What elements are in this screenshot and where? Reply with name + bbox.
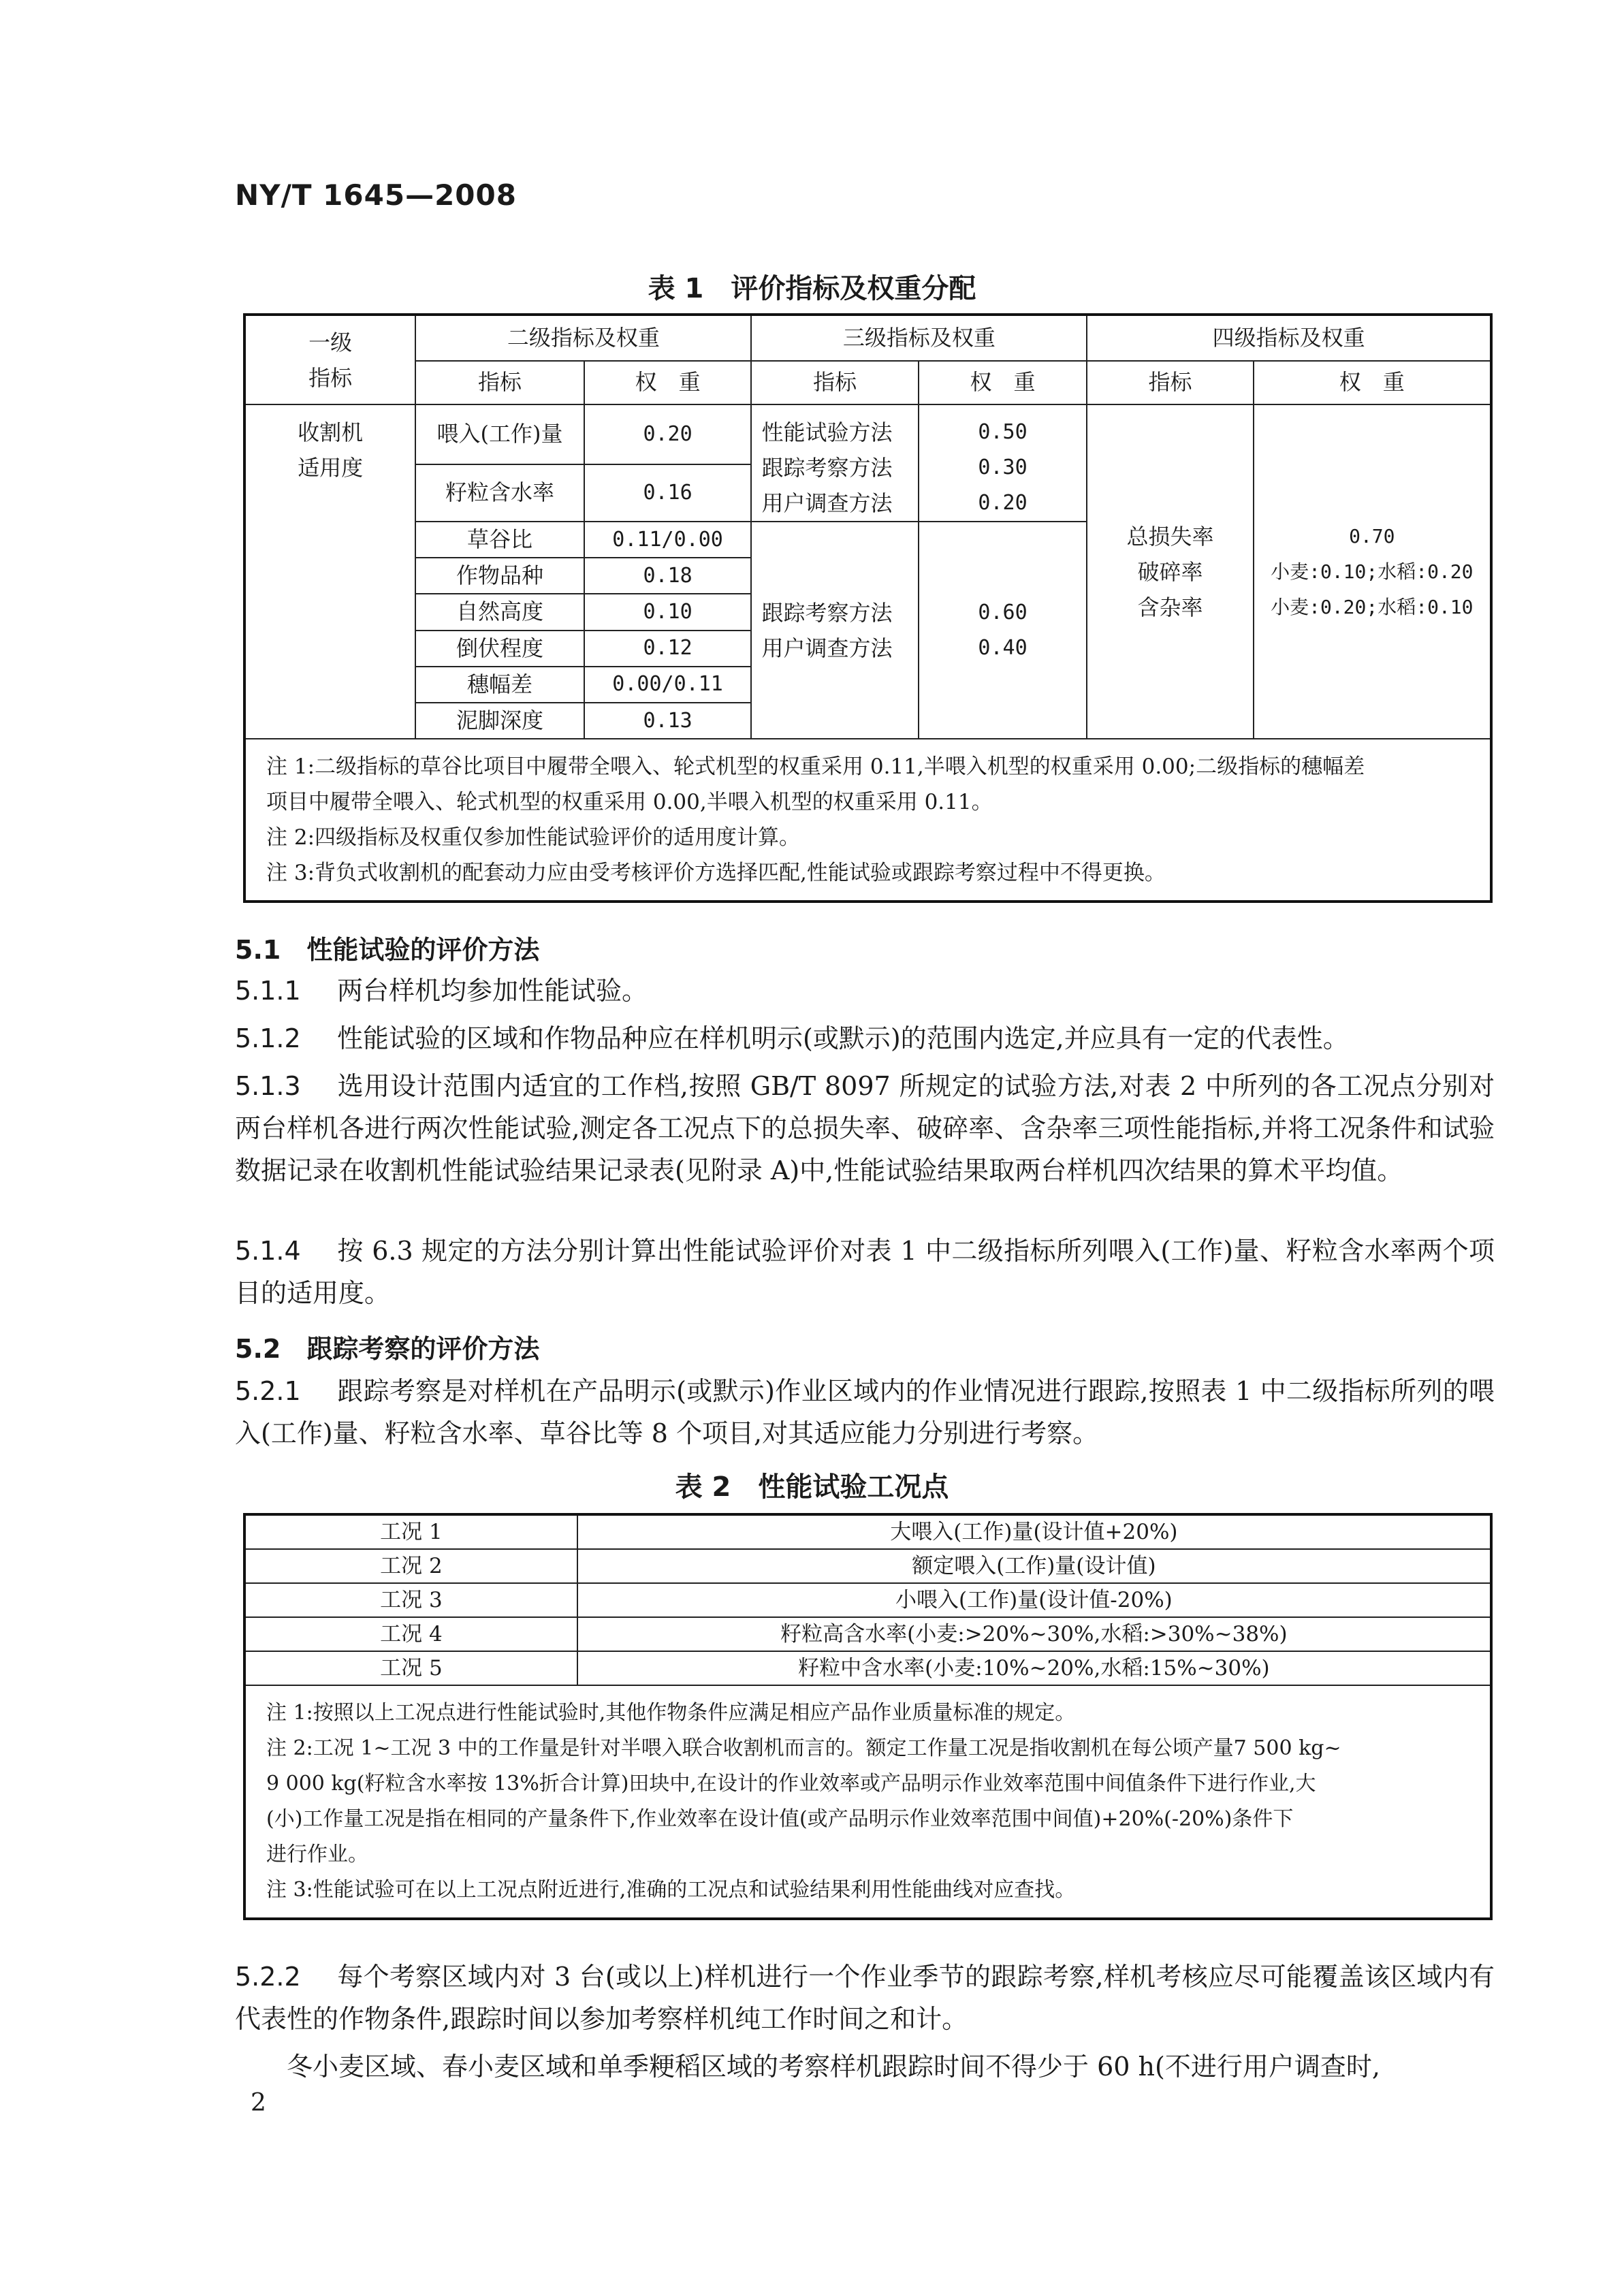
note-line: 注 3:背负式收割机的配套动力应由受考核评价方选择匹配,性能试验或跟踪考察过程中不得更换。 <box>266 861 1166 886</box>
table2-row <box>244 1549 1491 1583</box>
table2-row <box>244 1651 1491 1685</box>
l2-weight: 0.20 <box>584 404 752 464</box>
l3-weight: 0.20 <box>978 491 1028 515</box>
condition-label: 工况 2 <box>244 1549 577 1583</box>
note-line: 注 2:工况 1~工况 3 中的工作量是针对半喂入联合收割机而言的。额定工作量工况是指收割机在每公顷产量7 500 kg~ <box>266 1736 1341 1760</box>
clause-number: 5.2.2 <box>235 1962 301 1992</box>
header-level4: 四级指标及权重 <box>1087 315 1491 361</box>
header-level2: 二级指标及权重 <box>415 315 751 361</box>
l3-weight: 0.30 <box>978 456 1028 479</box>
note-line: (小)工作量工况是指在相同的产量条件下,作业效率在设计值(或产品明示作业效率范围中间值)+20%(-20%)条件下 <box>266 1807 1294 1831</box>
section-5-2-title: 5.2 跟踪考察的评价方法 <box>235 1334 540 1364</box>
clause-number: 5.2.1 <box>235 1376 301 1406</box>
clause-text: 选用设计范围内适宜的工作档,按照 GB/T 8097 所规定的试验方法,对表 2 中所列的各工况点分别对两台样机各进行两次性能试验,测定各工况点下的总损失率、破碎率、含杂率三项性能指标,并将工况条件和试验数据记录在收割机性能试验结果记录表(见附录 A)中,性能试验结果取两台样机四次结果的算术平均值。 <box>235 1071 1495 1185</box>
l3-group1-names <box>751 404 918 522</box>
clause-number: 5.1.1 <box>235 976 301 1006</box>
clause-text: 每个考察区域内对 3 台(或以上)样机进行一个作业季节的跟踪考察,样机考核应尽可能覆盖该区域内有代表性的作物条件,跟踪时间以参加考察样机纯工作时间之和计。 <box>235 1962 1495 2034</box>
l3-weight: 0.40 <box>978 635 1028 660</box>
l4-weight: 0.70 <box>1349 524 1395 547</box>
header-l2-indicator: 指标 <box>415 361 584 404</box>
header-l3-weight: 权 重 <box>919 361 1087 404</box>
clause-text: 按 6.3 规定的方法分别计算出性能试验评价对表 1 中二级指标所列喂入(工作)量、籽粒含水率两个项目的适用度。 <box>235 1236 1495 1308</box>
l2-name: 草谷比 <box>415 522 584 558</box>
l4-name: 含杂率 <box>1137 594 1203 620</box>
clause-text: 两台样机均参加性能试验。 <box>337 976 648 1006</box>
l2-name: 作物品种 <box>415 558 584 594</box>
l3-group2-weights <box>919 522 1087 739</box>
l3-weight: 0.50 <box>978 420 1028 444</box>
l2-name: 泥脚深度 <box>415 703 584 739</box>
clause-5-2-1 <box>235 1370 1495 1454</box>
clause-5-1-1 <box>235 970 1495 1012</box>
table2-row <box>244 1583 1491 1617</box>
clause-5-2-2 <box>235 1956 1495 2040</box>
table2-notes <box>244 1685 1491 1919</box>
l2-name: 穗幅差 <box>415 667 584 703</box>
note-line: 注 3:性能试验可在以上工况点附近进行,准确的工况点和试验结果利用性能曲线对应查找。 <box>266 1878 1076 1902</box>
table1-caption: 表 1 评价指标及权重分配 <box>648 273 976 304</box>
l3-name: 性能试验方法 <box>761 419 893 445</box>
condition-value: 额定喂入(工作)量(设计值) <box>577 1549 1491 1583</box>
l2-weight: 0.12 <box>584 631 752 667</box>
clause-5-1-3 <box>235 1065 1495 1192</box>
l2-weight: 0.10 <box>584 594 752 630</box>
note-line: 项目中履带全喂入、轮式机型的权重采用 0.00,半喂入机型的权重采用 0.11。 <box>266 790 993 815</box>
header-level3: 三级指标及权重 <box>751 315 1087 361</box>
l2-weight: 0.11/0.00 <box>584 522 752 558</box>
table2-row <box>244 1514 1491 1549</box>
table1 <box>243 313 1493 903</box>
note-line: 注 1:按照以上工况点进行性能试验时,其他作物条件应满足相应产品作业质量标准的规定。 <box>266 1701 1076 1725</box>
l2-weight: 0.16 <box>584 464 752 522</box>
note-line: 注 2:四级指标及权重仅参加性能试验评价的适用度计算。 <box>266 825 801 850</box>
paragraph-continuation: 冬小麦区域、春小麦区域和单季粳稻区域的考察样机跟踪时间不得少于 60 h(不进行用户调查时, <box>287 2052 1380 2082</box>
header-l4-weight: 权 重 <box>1254 361 1491 404</box>
condition-value: 小喂入(工作)量(设计值-20%) <box>577 1583 1491 1617</box>
condition-value: 籽粒中含水率(小麦:10%~20%,水稻:15%~30%) <box>577 1651 1491 1685</box>
page-number: 2 <box>251 2089 266 2117</box>
table2-caption: 表 2 性能试验工况点 <box>675 1471 949 1503</box>
l4-names <box>1087 404 1253 739</box>
header-level1: 一级 指标 <box>244 315 415 404</box>
l4-weights <box>1254 404 1491 739</box>
section-5-1-title: 5.1 性能试验的评价方法 <box>235 935 540 965</box>
header-l3-indicator: 指标 <box>751 361 918 404</box>
clause-number: 5.1.3 <box>235 1071 301 1101</box>
l4-name: 总损失率 <box>1126 523 1214 549</box>
l3-name: 用户调查方法 <box>761 490 893 516</box>
l2-weight: 0.00/0.11 <box>584 667 752 703</box>
table1-notes <box>244 739 1491 902</box>
l2-weight: 0.18 <box>584 558 752 594</box>
table2 <box>243 1513 1493 1920</box>
table2-row <box>244 1617 1491 1651</box>
l2-name: 喂入(工作)量 <box>415 404 584 464</box>
l4-name: 破碎率 <box>1137 558 1203 585</box>
l3-group2-names <box>751 522 918 739</box>
l2-weight: 0.13 <box>584 703 752 739</box>
level1-indicator: 收割机 适用度 <box>244 404 415 739</box>
note-line: 进行作业。 <box>266 1843 368 1866</box>
clause-number: 5.1.2 <box>235 1023 301 1053</box>
l4-weight: 小麦:0.20;水稻:0.10 <box>1271 595 1474 618</box>
clause-text: 跟踪考察是对样机在产品明示(或默示)作业区域内的作业情况进行跟踪,按照表 1 中二级指标所列的喂入(工作)量、籽粒含水率、草谷比等 8 个项目,对其适应能力分别进行考察。 <box>235 1376 1495 1448</box>
l2-name: 倒伏程度 <box>415 631 584 667</box>
clause-5-1-2 <box>235 1017 1495 1060</box>
header-l4-indicator: 指标 <box>1087 361 1253 404</box>
condition-label: 工况 5 <box>244 1651 577 1685</box>
condition-value: 籽粒高含水率(小麦:>20%~30%,水稻:>30%~38%) <box>577 1617 1491 1651</box>
condition-label: 工况 4 <box>244 1617 577 1651</box>
l3-name: 跟踪考察方法 <box>761 455 893 481</box>
l3-weight: 0.60 <box>978 600 1028 624</box>
l3-name: 用户调查方法 <box>761 635 893 661</box>
note-line: 9 000 kg(籽粒含水率按 13%折合计算)田块中,在设计的作业效率或产品明示作业效率范围中间值条件下进行作业,大 <box>266 1772 1316 1796</box>
condition-label: 工况 1 <box>244 1514 577 1549</box>
clause-number: 5.1.4 <box>235 1236 301 1266</box>
l3-name: 跟踪考察方法 <box>761 599 893 626</box>
l2-name: 籽粒含水率 <box>415 464 584 522</box>
l2-name: 自然高度 <box>415 594 584 630</box>
header-l2-weight: 权 重 <box>584 361 752 404</box>
condition-value: 大喂入(工作)量(设计值+20%) <box>577 1514 1491 1549</box>
clause-5-1-4 <box>235 1230 1495 1314</box>
l4-weight: 小麦:0.10;水稻:0.20 <box>1271 560 1474 583</box>
standard-number: NY/T 1645—2008 <box>235 178 517 212</box>
l3-group1-weights <box>919 404 1087 522</box>
note-line: 注 1:二级指标的草谷比项目中履带全喂入、轮式机型的权重采用 0.11,半喂入机型的权重采用 0.00;二级指标的穗幅差 <box>266 754 1365 780</box>
clause-text: 性能试验的区域和作物品种应在样机明示(或默示)的范围内选定,并应具有一定的代表性。 <box>337 1023 1349 1053</box>
condition-label: 工况 3 <box>244 1583 577 1617</box>
